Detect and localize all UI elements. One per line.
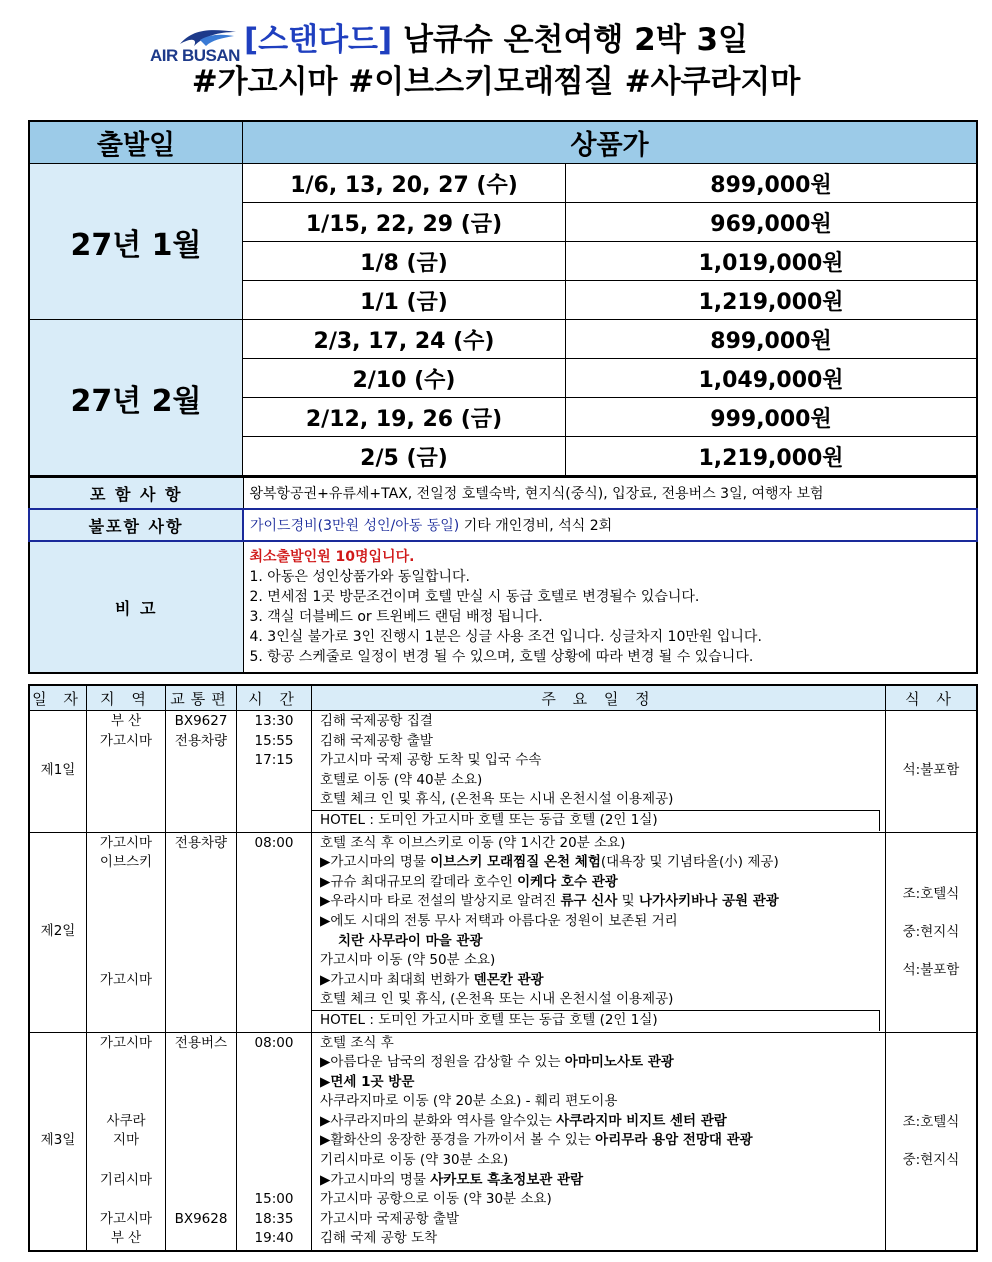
title-tag: [스탠다드] <box>244 22 393 58</box>
transport-cell <box>166 1032 237 1251</box>
note-item: 5. 항공 스케줄로 일정이 변경 될 수 있으며, 호텔 상황에 따라 변경 될 수 있습니다. <box>249 649 754 665</box>
plan-line: 김해 국제공항 집결 <box>320 713 433 729</box>
plan-highlight: 아리무라 용암 전망대 관광 <box>595 1132 753 1149</box>
region-line <box>88 1092 164 1112</box>
time-line: 08:00 <box>254 1034 294 1051</box>
excluded-row <box>29 509 977 541</box>
guide-fee-highlight: 가이드경비(3만원 성인/아동 동일) <box>250 518 460 534</box>
plan-line <box>320 1190 884 1210</box>
meal-line: 조:호텔식 <box>902 886 960 903</box>
time-line <box>238 1053 310 1073</box>
price-cell: 969,000원 <box>566 203 978 242</box>
min-participants-note: 최소출발인원 10명입니다. <box>249 549 415 565</box>
title-text: 남큐슈 온천여행 2박 3일 <box>402 22 748 58</box>
region-cell <box>87 711 166 833</box>
plan-text: ▶활화산의 웅장한 풍경을 가까이서 볼 수 있는 <box>320 1132 596 1149</box>
plan-text: 호텔 조식 후 <box>320 1034 394 1051</box>
transport-cell <box>166 711 237 833</box>
time-line: 08:00 <box>254 834 294 851</box>
region-line <box>88 873 164 893</box>
price-cell: 899,000원 <box>566 320 978 359</box>
price-cell: 899,000원 <box>566 164 978 203</box>
meal-cell <box>886 1032 978 1251</box>
time-line <box>238 1171 310 1191</box>
region-line <box>88 892 164 912</box>
day-label: 제3일 <box>29 1032 87 1251</box>
plan-header: 주 요 일 정 <box>312 685 886 711</box>
plan-line <box>320 892 884 912</box>
time-line: 18:35 <box>254 1210 294 1227</box>
price-header: 상품가 <box>243 121 978 164</box>
price-row <box>29 320 977 359</box>
plan-highlight: ▶면세 1곳 방문 <box>320 1073 415 1090</box>
plan-line <box>320 1112 884 1132</box>
time-line: 17:15 <box>254 752 294 769</box>
note-item: 4. 3인실 불가로 3인 진행시 1분은 싱글 사용 조건 입니다. 싱글차지 10만원 입니다. <box>249 629 762 645</box>
transport-line <box>167 1053 235 1073</box>
transport-line: 전용버스 <box>174 1034 228 1051</box>
transport-line <box>167 1131 235 1151</box>
plan-line: 호텔로 이동 (약 40분 소요) <box>320 771 483 788</box>
included-row <box>29 477 977 509</box>
plan-highlight: 치란 사무라이 마을 관광 <box>338 932 483 949</box>
included-label: 포 함 사 항 <box>29 477 243 509</box>
dates-cell: 1/1 (금) <box>243 281 566 320</box>
time-line: 15:55 <box>254 732 294 749</box>
plan-text: ▶가고시마의 명물 <box>320 1171 431 1188</box>
schedule-header-row <box>29 685 977 711</box>
plan-line <box>320 873 884 893</box>
plan-cell <box>312 1032 886 1251</box>
plan-text: ▶가고시마 최대희 번화가 <box>320 971 474 988</box>
departure-header: 출발일 <box>29 121 243 164</box>
price-row <box>29 164 977 203</box>
plan-cell <box>312 832 886 1032</box>
transport-line <box>167 1151 235 1171</box>
time-line <box>238 1092 310 1112</box>
notes-label: 비 고 <box>29 541 243 673</box>
plan-text: 가고시마 이동 (약 50분 소요) <box>320 952 496 969</box>
price-cell: 1,219,000원 <box>566 281 978 320</box>
plan-highlight: 사쿠라지마 비지트 센터 관람 <box>556 1112 727 1129</box>
schedule-day-row <box>29 832 977 1032</box>
transport-line: 전용차량 <box>174 732 228 749</box>
time-line: 13:30 <box>254 713 294 729</box>
bird-logo-icon <box>178 26 238 48</box>
day-header: 일 자 <box>29 685 87 711</box>
notes-value <box>243 541 977 673</box>
plan-text: 및 <box>617 893 639 910</box>
info-table <box>28 476 978 674</box>
region-cell <box>87 832 166 1032</box>
page-title <box>0 18 992 62</box>
meal-line: 조:호텔식 <box>902 1114 960 1131</box>
air-busan-logo <box>150 26 240 72</box>
region-line: 가고시마 <box>99 732 153 749</box>
plan-line <box>320 1053 884 1073</box>
meal-cell <box>886 711 978 833</box>
plan-highlight: 덴몬칸 관광 <box>473 971 544 988</box>
region-line: 기리시마 <box>99 1171 153 1188</box>
region-line: 지마 <box>112 1132 140 1149</box>
plan-line <box>320 912 884 932</box>
region-line <box>88 1053 164 1073</box>
dates-cell: 2/5 (금) <box>243 437 566 477</box>
logo-text: AIR BUSAN <box>150 46 240 65</box>
plan-text: 김해 국제 공항 도착 <box>320 1230 438 1247</box>
day-label: 제1일 <box>29 711 87 833</box>
plan-line <box>320 951 884 971</box>
plan-text: 기리시마로 이동 (약 30분 소요) <box>320 1152 509 1169</box>
transport-header: 교통편 <box>166 685 237 711</box>
price-table <box>28 120 978 477</box>
price-header-row <box>29 121 977 164</box>
plan-cell <box>312 711 886 833</box>
note-item: 1. 아동은 성인상품가와 동일합니다. <box>249 569 470 585</box>
transport-line <box>167 1073 235 1093</box>
region-line: 가고시마 <box>99 1034 153 1051</box>
price-cell: 999,000원 <box>566 398 978 437</box>
page-subtitle: #가고시마 #이브스키모래찜질 #사쿠라지마 <box>191 64 801 100</box>
meal-cell <box>886 832 978 1032</box>
excluded-value <box>243 509 977 541</box>
time-cell <box>237 711 312 833</box>
plan-text: 가고시마 국제공항 출발 <box>320 1210 459 1227</box>
dates-cell: 2/12, 19, 26 (금) <box>243 398 566 437</box>
price-cell: 1,219,000원 <box>566 437 978 477</box>
included-value: 왕복항공권+유류세+TAX, 전일정 호텔숙박, 현지식(중식), 입장료, 전용버스 3일, 여행자 보험 <box>243 477 977 509</box>
hotel-line: HOTEL : 도미인 가고시마 호텔 또는 동급 호텔 (2인 1실) <box>312 1010 880 1031</box>
plan-text: 사쿠라지마로 이동 (약 20분 소요) - 훼리 편도이용 <box>320 1093 618 1110</box>
region-line <box>88 1151 164 1171</box>
dates-cell: 1/6, 13, 20, 27 (수) <box>243 164 566 203</box>
plan-line <box>320 1229 884 1249</box>
region-line: 부 산 <box>110 713 142 729</box>
dates-cell: 1/8 (금) <box>243 242 566 281</box>
plan-text: ▶가고시마의 명물 <box>320 854 431 871</box>
plan-highlight: 아마미노사토 관광 <box>564 1054 674 1071</box>
plan-text: (대욕장 및 기념타올(小) 제공) <box>600 854 779 871</box>
month-cell: 27년 2월 <box>29 320 243 477</box>
plan-text: ▶우라시마 타로 전설의 발상지로 알려진 <box>320 893 561 910</box>
plan-line <box>320 1034 884 1054</box>
time-line: 19:40 <box>254 1230 294 1247</box>
transport-line: BX9627 <box>174 713 228 729</box>
region-line: 이브스키 <box>99 854 153 871</box>
notes-row <box>29 541 977 673</box>
transport-line <box>167 1112 235 1132</box>
region-line: 부 산 <box>110 1230 142 1247</box>
plan-text: 호텔 조식 후 이브스키로 이동 (약 1시간 20분 소요) <box>320 834 626 851</box>
transport-line <box>167 1190 235 1210</box>
plan-text: ▶규슈 최대규모의 칼데라 호수인 <box>320 873 518 890</box>
plan-line <box>320 1151 884 1171</box>
plan-line <box>320 1092 884 1112</box>
month-cell: 27년 1월 <box>29 164 243 320</box>
time-line <box>238 1073 310 1093</box>
transport-cell <box>166 832 237 1032</box>
region-line: 가고시마 <box>99 971 153 988</box>
region-line <box>88 951 164 971</box>
plan-line <box>320 971 884 991</box>
region-cell <box>87 1032 166 1251</box>
time-cell <box>237 832 312 1032</box>
meal-line: 석:불포함 <box>902 762 960 779</box>
plan-line: 가고시마 국제 공항 도착 및 입국 수속 <box>320 752 542 769</box>
plan-line <box>320 990 884 1010</box>
plan-highlight: 나가사키바나 공원 관광 <box>639 893 779 910</box>
time-header: 시 간 <box>237 685 312 711</box>
plan-line <box>320 834 884 854</box>
time-cell <box>237 1032 312 1251</box>
day-label: 제2일 <box>29 832 87 1032</box>
plan-line <box>320 1210 884 1230</box>
region-line: 가고시마 <box>99 834 153 851</box>
dates-cell: 2/10 (수) <box>243 359 566 398</box>
price-cell: 1,019,000원 <box>566 242 978 281</box>
transport-line <box>167 1092 235 1112</box>
page-header <box>0 18 992 104</box>
note-item: 2. 면세점 1곳 방문조건이며 호텔 만실 시 동급 호텔로 변경될수 있습니다. <box>249 589 700 605</box>
plan-text: ▶아름다운 남국의 정원을 감상할 수 있는 <box>320 1054 565 1071</box>
schedule-table <box>28 684 978 1252</box>
region-line <box>88 1190 164 1210</box>
dates-cell: 2/3, 17, 24 (수) <box>243 320 566 359</box>
plan-line <box>320 853 884 873</box>
time-line <box>238 1151 310 1171</box>
plan-text: ▶사쿠라지마의 분화와 역사를 알수있는 <box>320 1112 557 1129</box>
plan-line: 호텔 체크 인 및 휴식, (온천욕 또는 시내 온천시설 이용제공) <box>320 791 674 808</box>
region-line: 사쿠라 <box>106 1112 146 1129</box>
plan-text: 가고시마 공항으로 이동 (약 30분 소요) <box>320 1191 552 1208</box>
region-header: 지 역 <box>87 685 166 711</box>
excluded-rest: 기타 개인경비, 석식 2회 <box>459 518 613 534</box>
price-cell: 1,049,000원 <box>566 359 978 398</box>
meal-line: 중:현지식 <box>902 1152 960 1169</box>
time-line: 15:00 <box>254 1191 294 1208</box>
plan-text: 호텔 체크 인 및 휴식, (온천욕 또는 시내 온천시설 이용제공) <box>320 991 674 1008</box>
plan-line <box>320 1073 884 1093</box>
plan-text: ▶에도 시대의 전통 무사 저택과 아름다운 정원이 보존된 거리 <box>320 912 678 929</box>
plan-highlight: 사카모토 흑초정보관 관람 <box>430 1171 584 1188</box>
region-line <box>88 1073 164 1093</box>
meal-line: 석:불포함 <box>902 962 960 979</box>
plan-highlight: 이브스키 모래찜질 온천 체험 <box>430 854 601 871</box>
region-line <box>88 932 164 952</box>
dates-cell: 1/15, 22, 29 (금) <box>243 203 566 242</box>
plan-line <box>320 932 884 952</box>
time-line <box>238 1131 310 1151</box>
excluded-label: 불포함 사항 <box>29 509 243 541</box>
note-item: 3. 객실 더블베드 or 트윈베드 랜덤 배정 됩니다. <box>249 609 543 625</box>
schedule-day-row <box>29 1032 977 1251</box>
transport-line: 전용차량 <box>174 834 228 851</box>
region-line: 가고시마 <box>99 1210 153 1227</box>
plan-highlight: 이케다 호수 관광 <box>517 873 618 890</box>
plan-highlight: 류구 신사 <box>560 893 618 910</box>
transport-line: BX9628 <box>174 1210 228 1227</box>
meal-line: 중:현지식 <box>902 924 960 941</box>
time-line <box>238 1112 310 1132</box>
transport-line <box>167 1171 235 1191</box>
region-line <box>88 912 164 932</box>
plan-line <box>320 1131 884 1151</box>
meal-header: 식 사 <box>886 685 978 711</box>
plan-line: 김해 국제공항 출발 <box>320 732 433 749</box>
plan-line <box>320 1171 884 1191</box>
schedule-day-row <box>29 711 977 833</box>
hotel-line: HOTEL : 도미인 가고시마 호텔 또는 동급 호텔 (2인 1실) <box>312 810 880 831</box>
